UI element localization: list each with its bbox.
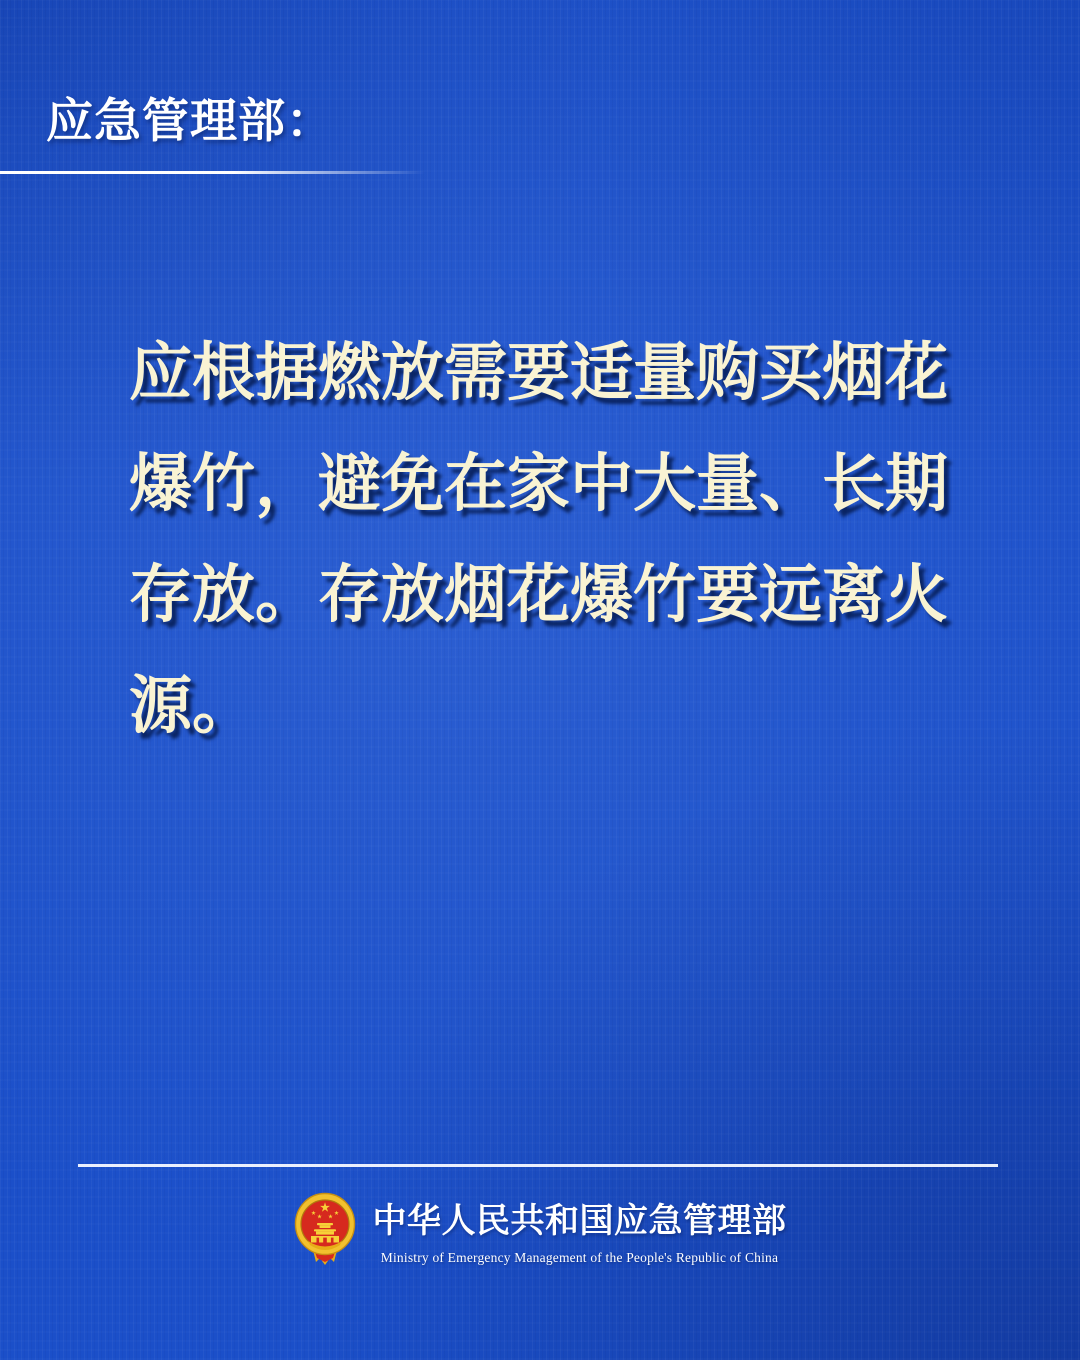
header-underline [0, 171, 425, 174]
body-line: 应根据燃放需要适量购买烟花 [129, 338, 948, 408]
org-name-cn: 中华人民共和国应急管理部 [372, 1201, 787, 1240]
body-line: 源。 [129, 671, 255, 741]
body-line: 存放。存放烟花爆竹要远离火 [129, 560, 948, 630]
footer [0, 1192, 1080, 1266]
footer-divider [78, 1164, 998, 1167]
header-title: 应急管理部： [46, 94, 334, 147]
footer-org-text [373, 1193, 787, 1266]
prc-national-emblem-icon [294, 1192, 356, 1266]
org-name-en: Ministry of Emergency Management of the People's Republic of China [380, 1249, 779, 1265]
body-line: 爆竹，避免在家中大量、长期 [129, 449, 948, 519]
body-text [129, 318, 989, 762]
